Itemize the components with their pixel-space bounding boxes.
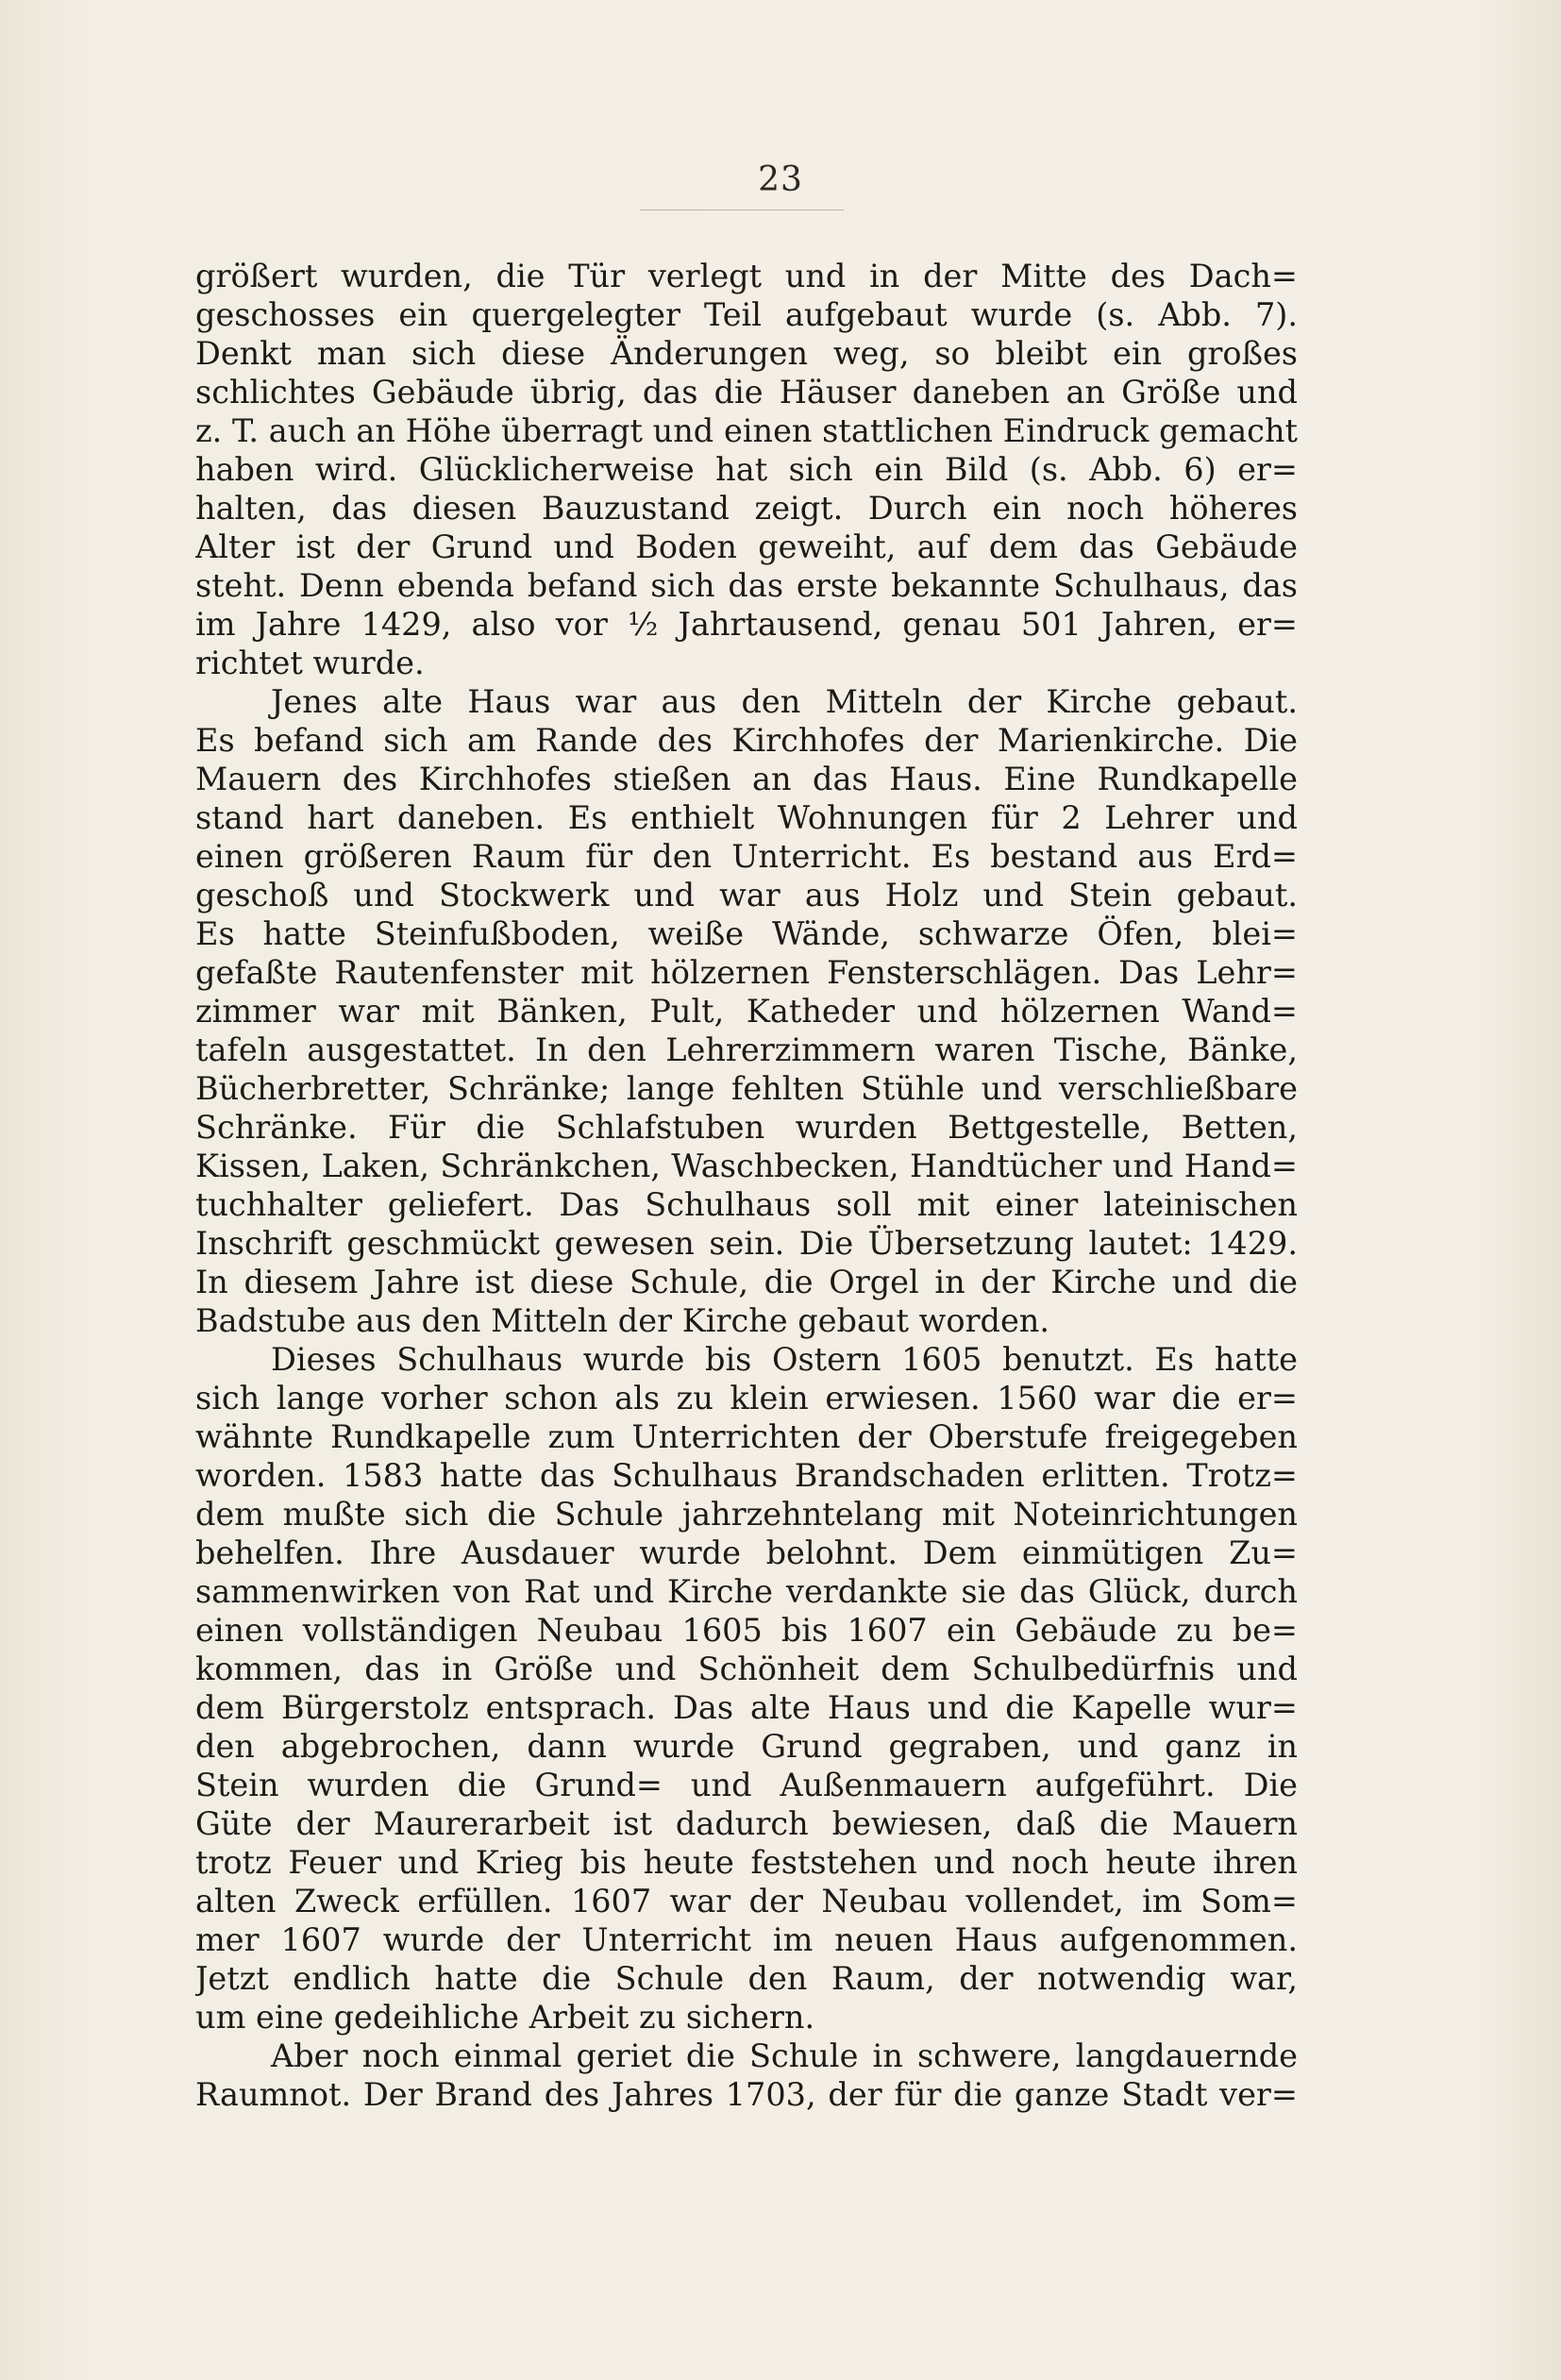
text-line: dem mußte sich die Schule jahrzehntelang mit Noteinrichtungen	[195, 1496, 1298, 1533]
page-number: 23	[758, 160, 803, 199]
text-line: Es hatte Steinfußboden, weiße Wände, schwarze Öfen, blei=	[195, 915, 1298, 952]
text-line: Jenes alte Haus war aus den Mitteln der Kirche gebaut.	[271, 683, 1298, 720]
text-line: dem Bürgerstolz entsprach. Das alte Haus und die Kapelle wur=	[195, 1689, 1298, 1726]
text-line: Es befand sich am Rande des Kirchhofes der Marienkirche. Die	[195, 722, 1298, 759]
text-line: Jetzt endlich hatte die Schule den Raum, der notwendig war,	[195, 1960, 1298, 1997]
text-line: den abgebrochen, dann wurde Grund gegraben, und ganz in	[195, 1728, 1298, 1765]
text-line: Alter ist der Grund und Boden geweiht, auf dem das Gebäude	[195, 528, 1298, 565]
text-line: Raumnot. Der Brand des Jahres 1703, der für die ganze Stadt ver=	[195, 2076, 1298, 2113]
text-line: Kissen, Laken, Schränkchen, Waschbecken, Handtücher und Hand=	[195, 1148, 1298, 1184]
body-text	[195, 257, 1298, 2114]
text-line: haben wird. Glücklicherweise hat sich ein Bild (s. Abb. 6) er=	[195, 451, 1298, 488]
text-line: Stein wurden die Grund= und Außenmauern aufgeführt. Die	[195, 1767, 1298, 1803]
text-line: im Jahre 1429, also vor ½ Jahrtausend, genau 501 Jahren, er=	[195, 606, 1298, 643]
text-line: richtet wurde.	[195, 645, 425, 681]
text-line: einen vollständigen Neubau 1605 bis 1607 ein Gebäude zu be=	[195, 1612, 1298, 1649]
text-line: Badstube aus den Mitteln der Kirche gebaut worden.	[195, 1302, 1049, 1339]
text-line: sich lange vorher schon als zu klein erwiesen. 1560 war die er=	[195, 1380, 1298, 1416]
text-line: einen größeren Raum für den Unterricht. Es bestand aus Erd=	[195, 838, 1298, 875]
text-line: alten Zweck erfüllen. 1607 war der Neubau vollendet, im Som=	[195, 1883, 1298, 1919]
text-line: schlichtes Gebäude übrig, das die Häuser daneben an Größe und	[195, 374, 1298, 411]
text-line: Schränke. Für die Schlafstuben wurden Bettgestelle, Betten,	[195, 1109, 1298, 1146]
text-line: geschosses ein quergelegter Teil aufgebaut wurde (s. Abb. 7).	[195, 296, 1298, 333]
text-line: z. T. auch an Höhe überragt und einen stattlichen Eindruck gemacht	[195, 412, 1298, 449]
text-line: Denkt man sich diese Änderungen weg, so bleibt ein großes	[195, 335, 1298, 372]
text-line: tuchhalter geliefert. Das Schulhaus soll mit einer lateinischen	[195, 1186, 1298, 1223]
text-line: Bücherbretter, Schränke; lange fehlten Stühle und verschließbare	[195, 1070, 1298, 1107]
text-line: stand hart daneben. Es enthielt Wohnungen für 2 Lehrer und	[195, 799, 1298, 836]
text-line: größert wurden, die Tür verlegt und in der Mitte des Dach=	[195, 258, 1298, 294]
text-line: sammenwirken von Rat und Kirche verdankte sie das Glück, durch	[195, 1573, 1298, 1610]
text-line: gefaßte Rautenfenster mit hölzernen Fensterschlägen. Das Lehr=	[195, 954, 1298, 991]
text-line: Inschrift geschmückt gewesen sein. Die Übersetzung lautet: 1429.	[195, 1225, 1298, 1262]
text-line: geschoß und Stockwerk und war aus Holz und Stein gebaut.	[195, 877, 1298, 913]
text-line: steht. Denn ebenda befand sich das erste bekannte Schulhaus, das	[195, 567, 1298, 604]
text-line: Dieses Schulhaus wurde bis Ostern 1605 benutzt. Es hatte	[271, 1341, 1298, 1378]
text-line: kommen, das in Größe und Schönheit dem Schulbedürfnis und	[195, 1651, 1298, 1687]
text-line: trotz Feuer und Krieg bis heute feststehen und noch heute ihren	[195, 1844, 1298, 1881]
text-line: In diesem Jahre ist diese Schule, die Orgel in der Kirche und die	[195, 1264, 1298, 1300]
text-line: um eine gedeihliche Arbeit zu sichern.	[195, 1999, 815, 2036]
text-line: tafeln ausgestattet. In den Lehrerzimmern waren Tische, Bänke,	[195, 1031, 1298, 1068]
text-line: zimmer war mit Bänken, Pult, Katheder und hölzernen Wand=	[195, 993, 1298, 1030]
text-line: Mauern des Kirchhofes stießen an das Haus. Eine Rundkapelle	[195, 761, 1298, 797]
text-line: mer 1607 wurde der Unterricht im neuen Haus aufgenommen.	[195, 1921, 1298, 1958]
text-line: Güte der Maurerarbeit ist dadurch bewiesen, daß die Mauern	[195, 1805, 1298, 1842]
text-line: behelfen. Ihre Ausdauer wurde belohnt. Dem einmütigen Zu=	[195, 1534, 1298, 1571]
text-line: Aber noch einmal geriet die Schule in schwere, langdauernde	[271, 2037, 1298, 2074]
text-line: worden. 1583 hatte das Schulhaus Brandschaden erlitten. Trotz=	[195, 1457, 1298, 1494]
text-line: halten, das diesen Bauzustand zeigt. Durch ein noch höheres	[195, 490, 1298, 527]
text-line: wähnte Rundkapelle zum Unterrichten der Oberstufe freigegeben	[195, 1418, 1298, 1455]
